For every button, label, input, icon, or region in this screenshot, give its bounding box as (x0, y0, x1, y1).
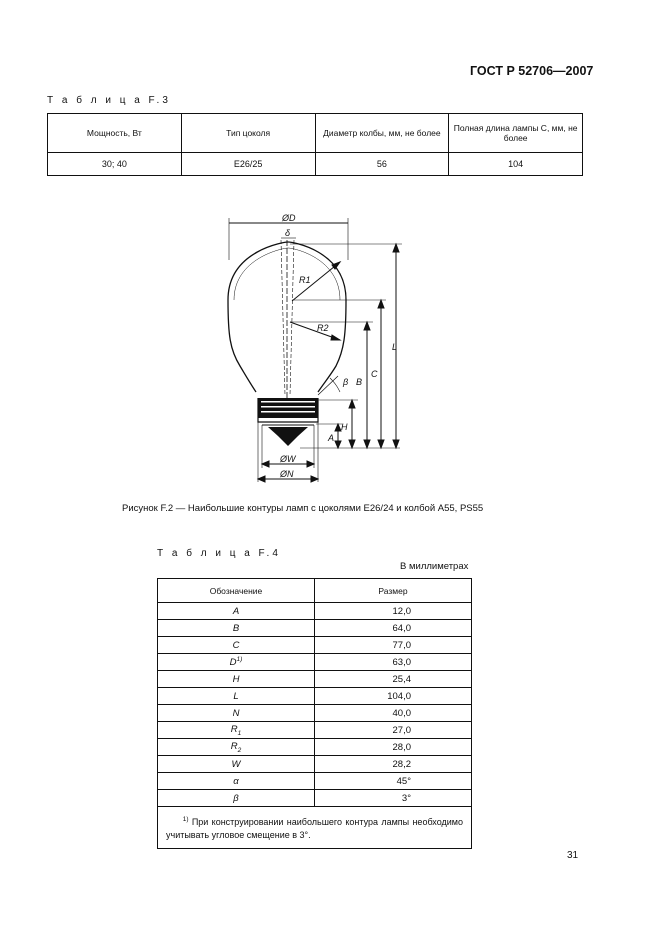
value-cell: 45° (315, 773, 472, 790)
table-cell: 56 (315, 153, 449, 176)
table-row (158, 654, 472, 671)
symbol-subscript: 1 (237, 729, 242, 737)
table-footnote-row (158, 807, 472, 849)
symbol-cell (158, 654, 315, 671)
symbol-text: L (233, 690, 239, 702)
value-cell: 64,0 (315, 620, 472, 637)
figure-caption: Рисунок F.2 — Наибольшие контуры ламп с цоколями E26/24 и колбой A55, PS55 (122, 503, 484, 514)
page-number: 31 (567, 850, 579, 861)
label-w: ØW (280, 454, 296, 464)
table-cell: 104 (449, 153, 583, 176)
label-r1: R1 (299, 275, 311, 285)
value-cell: 28,2 (315, 756, 472, 773)
table-row (158, 637, 472, 654)
symbol-text: R (230, 740, 238, 752)
table-header-row (158, 579, 472, 603)
symbol-text: A (232, 605, 240, 617)
label-r2: R2 (317, 323, 329, 333)
table-row (158, 671, 472, 688)
symbol-cell (158, 705, 315, 722)
label-c: C (371, 369, 378, 379)
value-cell: 77,0 (315, 637, 472, 654)
symbol-cell (158, 773, 315, 790)
symbol-text: R (230, 723, 238, 735)
symbol-cell (158, 790, 315, 807)
label-delta: δ (285, 228, 291, 238)
label-d: ØD (282, 213, 296, 223)
value-cell: 3° (315, 790, 472, 807)
table-header-cell: Мощность, Вт (48, 114, 182, 153)
symbol-subscript: 2 (237, 746, 242, 754)
value-cell: 25,4 (315, 671, 472, 688)
value-cell: 12,0 (315, 603, 472, 620)
table-footnote (158, 807, 472, 849)
symbol-cell (158, 722, 315, 739)
label-l: L (392, 342, 398, 352)
table-f4-body (158, 603, 472, 807)
symbol-text: α (233, 775, 239, 787)
symbol-text: N (232, 707, 240, 719)
table-header-cell: Размер (315, 579, 472, 603)
symbol-text: W (231, 758, 241, 770)
table-row (158, 739, 472, 756)
table-f4 (157, 578, 472, 849)
table-row (158, 756, 472, 773)
label-a: A (328, 433, 335, 443)
symbol-cell (158, 688, 315, 705)
label-n: ØN (280, 469, 294, 479)
table-row (158, 603, 472, 620)
document-standard-header: ГОСТ Р 52706—2007 (470, 64, 594, 78)
symbol-text: H (232, 673, 240, 685)
table-row (158, 688, 472, 705)
value-cell: 27,0 (315, 722, 472, 739)
table-header-row (48, 114, 583, 153)
table-units-note: В миллиметрах (400, 561, 469, 572)
table-row (158, 790, 472, 807)
table-f3-caption: Т а б л и ц а F.3 (47, 95, 171, 106)
table-header-cell: Обозначение (158, 579, 315, 603)
label-beta: β (343, 377, 349, 387)
symbol-cell (158, 671, 315, 688)
symbol-text: B (232, 622, 240, 634)
footnote-mark: 1) (182, 816, 189, 823)
table-f4-caption: Т а б л и ц а F.4 (157, 548, 281, 559)
symbol-cell (158, 739, 315, 756)
footnote-text: При конструировании наибольшего контура лампы необходимо учитывать угловое смещение в 3°. (166, 817, 463, 840)
symbol-text: D (229, 657, 237, 669)
value-cell: 63,0 (315, 654, 472, 671)
table-cell: E26/25 (181, 153, 315, 176)
value-cell: 28,0 (315, 739, 472, 756)
symbol-cell (158, 620, 315, 637)
value-cell: 40,0 (315, 705, 472, 722)
value-cell: 104,0 (315, 688, 472, 705)
symbol-text: C (232, 639, 240, 651)
table-row (158, 722, 472, 739)
table-row (48, 153, 583, 176)
symbol-cell (158, 637, 315, 654)
symbol-cell (158, 756, 315, 773)
label-b: B (356, 377, 363, 387)
table-f3 (47, 113, 583, 176)
table-row (158, 773, 472, 790)
symbol-superscript: 1) (236, 655, 243, 663)
symbol-cell (158, 603, 315, 620)
table-header-cell: Полная длина лампы C, мм, не более (449, 114, 583, 153)
symbol-text: β (233, 792, 239, 804)
table-header-cell: Диаметр колбы, мм, не более (315, 114, 449, 153)
table-row (158, 705, 472, 722)
table-row (158, 620, 472, 637)
table-cell: 30; 40 (48, 153, 182, 176)
lamp-contour-figure (200, 205, 420, 490)
table-header-cell: Тип цоколя (181, 114, 315, 153)
label-h: H (341, 422, 348, 432)
